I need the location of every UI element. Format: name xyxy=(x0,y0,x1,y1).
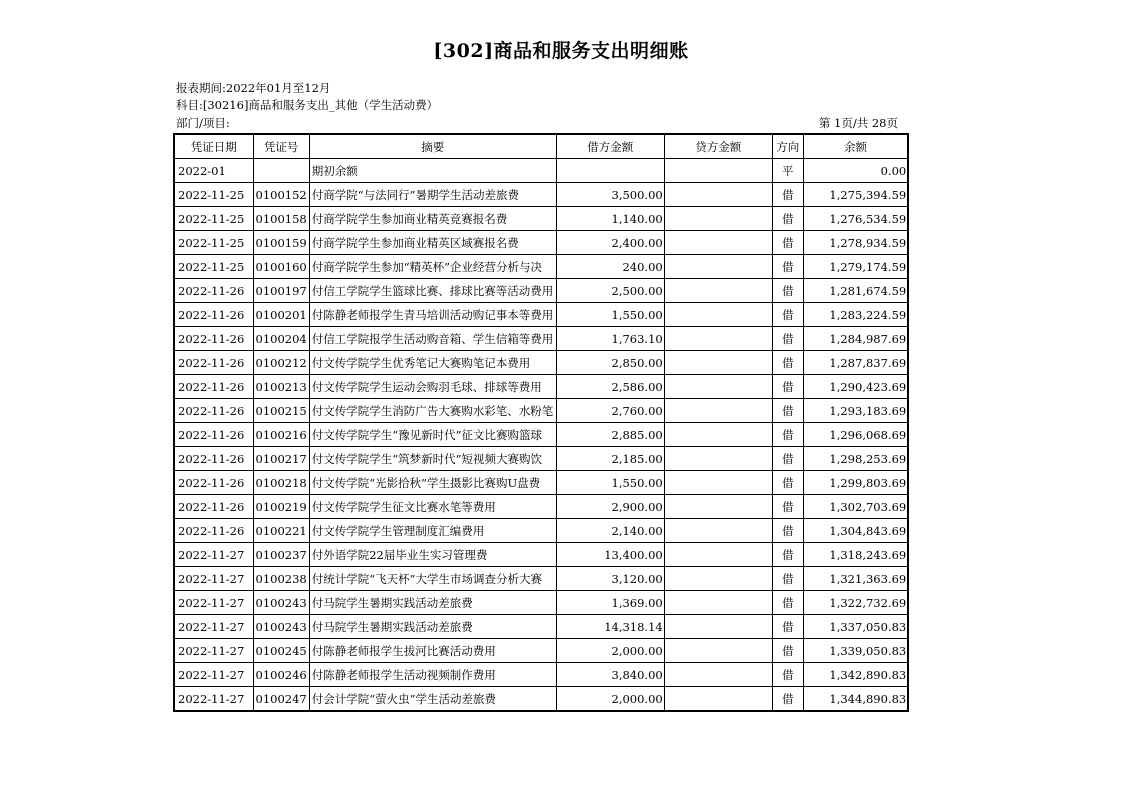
cell-date: 2022-11-27 xyxy=(174,687,253,712)
cell-debit: 2,500.00 xyxy=(556,279,664,303)
cell-balance: 1,293,183.69 xyxy=(803,399,908,423)
department-project: 部门/项目: xyxy=(176,116,230,130)
cell-debit xyxy=(556,159,664,183)
cell-credit xyxy=(664,183,772,207)
cell-direction: 借 xyxy=(772,519,803,543)
cell-date: 2022-11-26 xyxy=(174,519,253,543)
cell-voucher: 0100221 xyxy=(253,519,309,543)
cell-voucher: 0100246 xyxy=(253,663,309,687)
cell-summary: 付文传学院学生“豫见新时代”征文比赛购篮球 xyxy=(309,423,556,447)
cell-balance: 1,287,837.69 xyxy=(803,351,908,375)
cell-credit xyxy=(664,447,772,471)
table-row xyxy=(174,255,908,279)
cell-summary: 付外语学院22届毕业生实习管理费 xyxy=(309,543,556,567)
cell-voucher: 0100158 xyxy=(253,207,309,231)
cell-direction: 借 xyxy=(772,423,803,447)
cell-summary: 付文传学院学生征文比赛水笔等费用 xyxy=(309,495,556,519)
cell-voucher: 0100243 xyxy=(253,615,309,639)
cell-date: 2022-11-26 xyxy=(174,471,253,495)
cell-debit: 1,140.00 xyxy=(556,207,664,231)
cell-debit: 240.00 xyxy=(556,255,664,279)
cell-date: 2022-11-26 xyxy=(174,447,253,471)
cell-direction: 借 xyxy=(772,591,803,615)
cell-debit: 2,760.00 xyxy=(556,399,664,423)
cell-credit xyxy=(664,687,772,712)
account-subject: 科目:[30216]商品和服务支出_其他（学生活动费） xyxy=(176,98,439,112)
cell-debit: 1,369.00 xyxy=(556,591,664,615)
cell-voucher: 0100152 xyxy=(253,183,309,207)
table-row xyxy=(174,567,908,591)
cell-summary: 付信工学院报学生活动购音箱、学生信箱等费用 xyxy=(309,327,556,351)
cell-summary: 付文传学院学生运动会购羽毛球、排球等费用 xyxy=(309,375,556,399)
cell-balance: 1,342,890.83 xyxy=(803,663,908,687)
cell-date: 2022-11-27 xyxy=(174,591,253,615)
table-row xyxy=(174,231,908,255)
cell-debit: 2,000.00 xyxy=(556,639,664,663)
cell-debit: 14,318.14 xyxy=(556,615,664,639)
cell-credit xyxy=(664,423,772,447)
cell-date: 2022-01 xyxy=(174,159,253,183)
cell-credit xyxy=(664,279,772,303)
cell-debit: 1,763.10 xyxy=(556,327,664,351)
cell-direction: 借 xyxy=(772,255,803,279)
cell-balance: 1,290,423.69 xyxy=(803,375,908,399)
table-row xyxy=(174,159,908,183)
cell-balance: 1,276,534.59 xyxy=(803,207,908,231)
cell-credit xyxy=(664,207,772,231)
cell-summary: 付陈静老师报学生拔河比赛活动费用 xyxy=(309,639,556,663)
cell-voucher: 0100245 xyxy=(253,639,309,663)
cell-direction: 借 xyxy=(772,327,803,351)
cell-summary: 付商学院学生参加“精英杯”企业经营分析与决 xyxy=(309,255,556,279)
cell-summary: 付文传学院学生管理制度汇编费用 xyxy=(309,519,556,543)
cell-balance: 1,304,843.69 xyxy=(803,519,908,543)
cell-date: 2022-11-25 xyxy=(174,231,253,255)
cell-date: 2022-11-26 xyxy=(174,303,253,327)
ledger-table xyxy=(173,133,909,712)
cell-balance: 1,339,050.83 xyxy=(803,639,908,663)
cell-balance: 1,299,803.69 xyxy=(803,471,908,495)
cell-date: 2022-11-26 xyxy=(174,399,253,423)
cell-direction: 借 xyxy=(772,183,803,207)
cell-date: 2022-11-25 xyxy=(174,255,253,279)
cell-direction: 借 xyxy=(772,447,803,471)
cell-direction: 平 xyxy=(772,159,803,183)
cell-voucher: 0100238 xyxy=(253,567,309,591)
table-row xyxy=(174,495,908,519)
cell-credit xyxy=(664,495,772,519)
cell-voucher: 0100215 xyxy=(253,399,309,423)
cell-balance: 1,344,890.83 xyxy=(803,687,908,712)
cell-balance: 1,284,987.69 xyxy=(803,327,908,351)
cell-debit: 2,586.00 xyxy=(556,375,664,399)
cell-voucher: 0100213 xyxy=(253,375,309,399)
table-row xyxy=(174,399,908,423)
table-row xyxy=(174,615,908,639)
cell-credit xyxy=(664,519,772,543)
cell-debit: 2,185.00 xyxy=(556,447,664,471)
cell-voucher: 0100197 xyxy=(253,279,309,303)
cell-credit xyxy=(664,615,772,639)
cell-credit xyxy=(664,231,772,255)
cell-date: 2022-11-27 xyxy=(174,639,253,663)
page-indicator: 第 1页/共 28页 xyxy=(818,116,898,130)
table-row xyxy=(174,423,908,447)
col-header-debit: 借方金额 xyxy=(556,134,664,159)
col-header-voucher: 凭证号 xyxy=(253,134,309,159)
cell-voucher: 0100159 xyxy=(253,231,309,255)
table-row xyxy=(174,303,908,327)
cell-credit xyxy=(664,255,772,279)
cell-voucher: 0100212 xyxy=(253,351,309,375)
cell-balance: 1,321,363.69 xyxy=(803,567,908,591)
cell-credit xyxy=(664,159,772,183)
cell-credit xyxy=(664,471,772,495)
cell-voucher: 0100217 xyxy=(253,447,309,471)
cell-summary: 付马院学生暑期实践活动差旅费 xyxy=(309,615,556,639)
table-row xyxy=(174,447,908,471)
cell-date: 2022-11-27 xyxy=(174,567,253,591)
cell-summary: 付商学院学生参加商业精英竞赛报名费 xyxy=(309,207,556,231)
cell-balance: 1,298,253.69 xyxy=(803,447,908,471)
cell-date: 2022-11-26 xyxy=(174,375,253,399)
col-header-credit: 贷方金额 xyxy=(664,134,772,159)
cell-date: 2022-11-25 xyxy=(174,207,253,231)
cell-voucher: 0100218 xyxy=(253,471,309,495)
table-row xyxy=(174,519,908,543)
cell-credit xyxy=(664,303,772,327)
cell-debit: 13,400.00 xyxy=(556,543,664,567)
cell-debit: 1,550.00 xyxy=(556,471,664,495)
cell-direction: 借 xyxy=(772,279,803,303)
table-row xyxy=(174,279,908,303)
cell-voucher: 0100216 xyxy=(253,423,309,447)
cell-date: 2022-11-26 xyxy=(174,351,253,375)
cell-direction: 借 xyxy=(772,207,803,231)
cell-summary: 付文传学院学生消防广告大赛购水彩笔、水粉笔 xyxy=(309,399,556,423)
cell-balance: 1,337,050.83 xyxy=(803,615,908,639)
cell-debit: 2,400.00 xyxy=(556,231,664,255)
table-row xyxy=(174,375,908,399)
table-header-row xyxy=(174,134,908,159)
cell-credit xyxy=(664,543,772,567)
cell-debit: 1,550.00 xyxy=(556,303,664,327)
cell-balance: 1,322,732.69 xyxy=(803,591,908,615)
page-title: [302]商品和服务支出明细账 xyxy=(433,40,689,62)
table-row xyxy=(174,471,908,495)
cell-summary: 付陈静老师报学生活动视频制作费用 xyxy=(309,663,556,687)
table-row xyxy=(174,327,908,351)
cell-debit: 3,120.00 xyxy=(556,567,664,591)
cell-debit: 2,000.00 xyxy=(556,687,664,712)
cell-voucher: 0100160 xyxy=(253,255,309,279)
cell-date: 2022-11-26 xyxy=(174,327,253,351)
cell-debit: 3,840.00 xyxy=(556,663,664,687)
cell-credit xyxy=(664,327,772,351)
cell-balance: 1,281,674.59 xyxy=(803,279,908,303)
cell-direction: 借 xyxy=(772,663,803,687)
cell-voucher: 0100243 xyxy=(253,591,309,615)
cell-credit xyxy=(664,399,772,423)
cell-date: 2022-11-26 xyxy=(174,495,253,519)
cell-summary: 付文传学院“光影拾秋”学生摄影比赛购U盘费 xyxy=(309,471,556,495)
cell-date: 2022-11-27 xyxy=(174,543,253,567)
cell-balance: 1,283,224.59 xyxy=(803,303,908,327)
cell-date: 2022-11-26 xyxy=(174,423,253,447)
cell-voucher: 0100237 xyxy=(253,543,309,567)
cell-balance: 1,275,394.59 xyxy=(803,183,908,207)
cell-direction: 借 xyxy=(772,471,803,495)
cell-balance: 1,279,174.59 xyxy=(803,255,908,279)
cell-voucher: 0100247 xyxy=(253,687,309,712)
cell-credit xyxy=(664,663,772,687)
cell-credit xyxy=(664,351,772,375)
cell-direction: 借 xyxy=(772,567,803,591)
cell-summary: 付马院学生暑期实践活动差旅费 xyxy=(309,591,556,615)
table-row xyxy=(174,351,908,375)
cell-summary: 付文传学院学生优秀笔记大赛购笔记本费用 xyxy=(309,351,556,375)
cell-summary: 付陈静老师报学生青马培训活动购记事本等费用 xyxy=(309,303,556,327)
cell-balance: 1,318,243.69 xyxy=(803,543,908,567)
table-row xyxy=(174,663,908,687)
cell-balance: 1,278,934.59 xyxy=(803,231,908,255)
cell-debit: 2,900.00 xyxy=(556,495,664,519)
col-header-date: 凭证日期 xyxy=(174,134,253,159)
table-row xyxy=(174,543,908,567)
report-period: 报表期间:2022年01月至12月 xyxy=(176,81,331,95)
cell-direction: 借 xyxy=(772,303,803,327)
cell-voucher: 0100201 xyxy=(253,303,309,327)
ledger-body xyxy=(174,159,908,712)
cell-summary: 付商学院“与法同行”暑期学生活动差旅费 xyxy=(309,183,556,207)
cell-voucher xyxy=(253,159,309,183)
cell-date: 2022-11-25 xyxy=(174,183,253,207)
cell-debit: 2,140.00 xyxy=(556,519,664,543)
cell-credit xyxy=(664,591,772,615)
cell-direction: 借 xyxy=(772,687,803,712)
cell-summary: 付商学院学生参加商业精英区域赛报名费 xyxy=(309,231,556,255)
cell-credit xyxy=(664,375,772,399)
cell-debit: 2,850.00 xyxy=(556,351,664,375)
cell-direction: 借 xyxy=(772,351,803,375)
cell-summary: 付信工学院学生篮球比赛、排球比赛等活动费用 xyxy=(309,279,556,303)
table-row xyxy=(174,183,908,207)
col-header-direction: 方向 xyxy=(772,134,803,159)
col-header-balance: 余额 xyxy=(803,134,908,159)
cell-direction: 借 xyxy=(772,495,803,519)
table-row xyxy=(174,207,908,231)
cell-date: 2022-11-27 xyxy=(174,663,253,687)
cell-direction: 借 xyxy=(772,615,803,639)
cell-summary: 付文传学院学生“筑梦新时代”短视频大赛购饮 xyxy=(309,447,556,471)
col-header-summary: 摘要 xyxy=(309,134,556,159)
table-row xyxy=(174,687,908,712)
cell-direction: 借 xyxy=(772,639,803,663)
cell-balance: 0.00 xyxy=(803,159,908,183)
cell-date: 2022-11-27 xyxy=(174,615,253,639)
cell-voucher: 0100219 xyxy=(253,495,309,519)
cell-summary: 付统计学院“飞天杯”大学生市场调查分析大赛 xyxy=(309,567,556,591)
cell-summary: 付会计学院“萤火虫”学生活动差旅费 xyxy=(309,687,556,712)
cell-debit: 2,885.00 xyxy=(556,423,664,447)
cell-direction: 借 xyxy=(772,231,803,255)
cell-summary: 期初余额 xyxy=(309,159,556,183)
cell-direction: 借 xyxy=(772,543,803,567)
cell-direction: 借 xyxy=(772,399,803,423)
table-row xyxy=(174,639,908,663)
cell-date: 2022-11-26 xyxy=(174,279,253,303)
cell-direction: 借 xyxy=(772,375,803,399)
cell-voucher: 0100204 xyxy=(253,327,309,351)
cell-debit: 3,500.00 xyxy=(556,183,664,207)
cell-credit xyxy=(664,639,772,663)
table-row xyxy=(174,591,908,615)
cell-balance: 1,302,703.69 xyxy=(803,495,908,519)
cell-balance: 1,296,068.69 xyxy=(803,423,908,447)
cell-credit xyxy=(664,567,772,591)
